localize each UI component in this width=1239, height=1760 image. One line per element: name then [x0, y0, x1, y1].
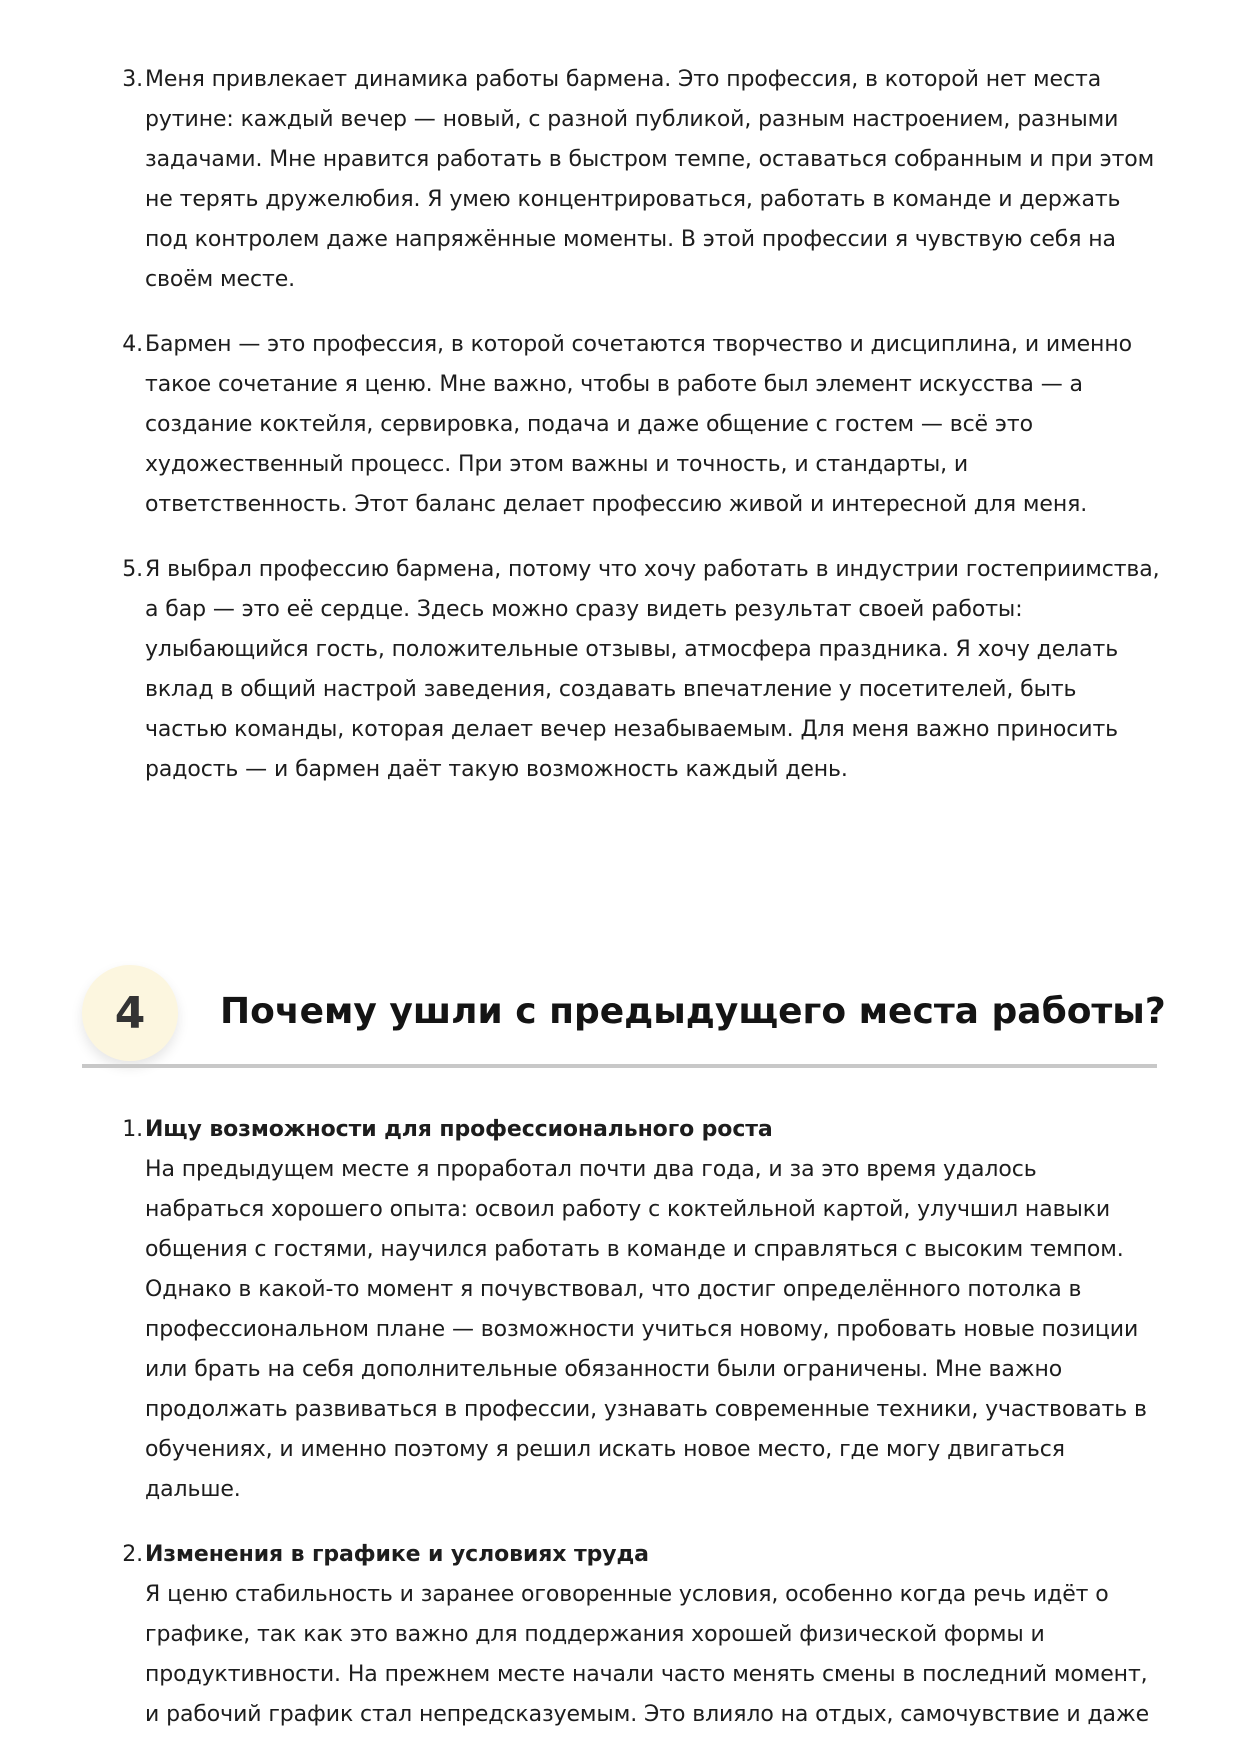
list-item	[122, 60, 1160, 300]
list-item-text: Я ценю стабильность и заранее оговоренные условия, особенно когда речь идёт о графике, так как это важно для поддержания хорошей физической формы и продуктивности. На прежнем месте начали часто менять смены в последний момент, и рабочий график стал непредсказуемым. Это влияло на отдых, самочувствие и даже	[145, 1582, 1150, 1727]
list-item	[122, 1535, 1160, 1735]
section-header	[82, 960, 1166, 1068]
section-title: Почему ушли с предыдущего места работы?	[220, 991, 1166, 1032]
list-item-title: Ищу возможности для профессионального роста	[145, 1117, 773, 1142]
reasons-list	[122, 60, 1160, 815]
list-item-text: Бармен — это профессия, в которой сочетаются творчество и дисциплина, и именно такое сочетание я ценю. Мне важно, чтобы в работе был элемент искусства — а создание коктейля, сервировка, подача и даже общение с гостем — всё это художественный процесс. При этом важны и точность, и стандарты, и ответственность. Этот баланс делает профессию живой и интересной для меня.	[145, 332, 1132, 517]
list-item-text: Я выбрал профессию бармена, потому что хочу работать в индустрии гостеприимства, а бар — это её сердце. Здесь можно сразу видеть результат своей работы: улыбающийся гость, положительные отзывы, атмосфера праздника. Я хочу делать вклад в общий настрой заведения, создавать впечатление у посетителей, быть частью команды, которая делает вечер незабываемым. Для меня важно приносить радость — и бармен даёт такую возможность каждый день.	[145, 557, 1160, 782]
list-item-number: 1.	[122, 1117, 143, 1142]
list-item-number: 2.	[122, 1542, 143, 1567]
list-item-text: Меня привлекает динамика работы бармена. Это профессия, в которой нет места рутине: каждый вечер — новый, с разной публикой, разным настроением, разными задачами. Мне нравится работать в быстром темпе, оставаться собранным и при этом не терять дружелюбия. Я умею концентрироваться, работать в команде и держать под контролем даже напряжённые моменты. В этой профессии я чувствую себя на своём месте.	[145, 67, 1155, 292]
list-item	[122, 550, 1160, 790]
answers-list	[122, 1110, 1160, 1760]
list-item-number: 5.	[122, 557, 143, 582]
list-item	[122, 325, 1160, 525]
list-item-title: Изменения в графике и условиях труда	[145, 1542, 649, 1567]
section-divider	[82, 1064, 1157, 1068]
list-item-number: 3.	[122, 67, 143, 92]
list-item-text: На предыдущем месте я проработал почти два года, и за это время удалось набраться хорошего опыта: освоил работу с коктейльной картой, улучшил навыки общения с гостями, научился работать в команде и справляться с высоким темпом. Однако в какой-то момент я почувствовал, что достиг определённого потолка в профессиональном плане — возможности учиться новому, пробовать новые позиции или брать на себя дополнительные обязанности были ограничены. Мне важно продолжать развиваться в профессии, узнавать современные техники, участвовать в обучениях, и именно поэтому я решил искать новое место, где могу двигаться дальше.	[145, 1157, 1147, 1502]
section-number-badge: 4	[82, 965, 178, 1061]
list-item	[122, 1110, 1160, 1510]
list-item-number: 4.	[122, 332, 143, 357]
